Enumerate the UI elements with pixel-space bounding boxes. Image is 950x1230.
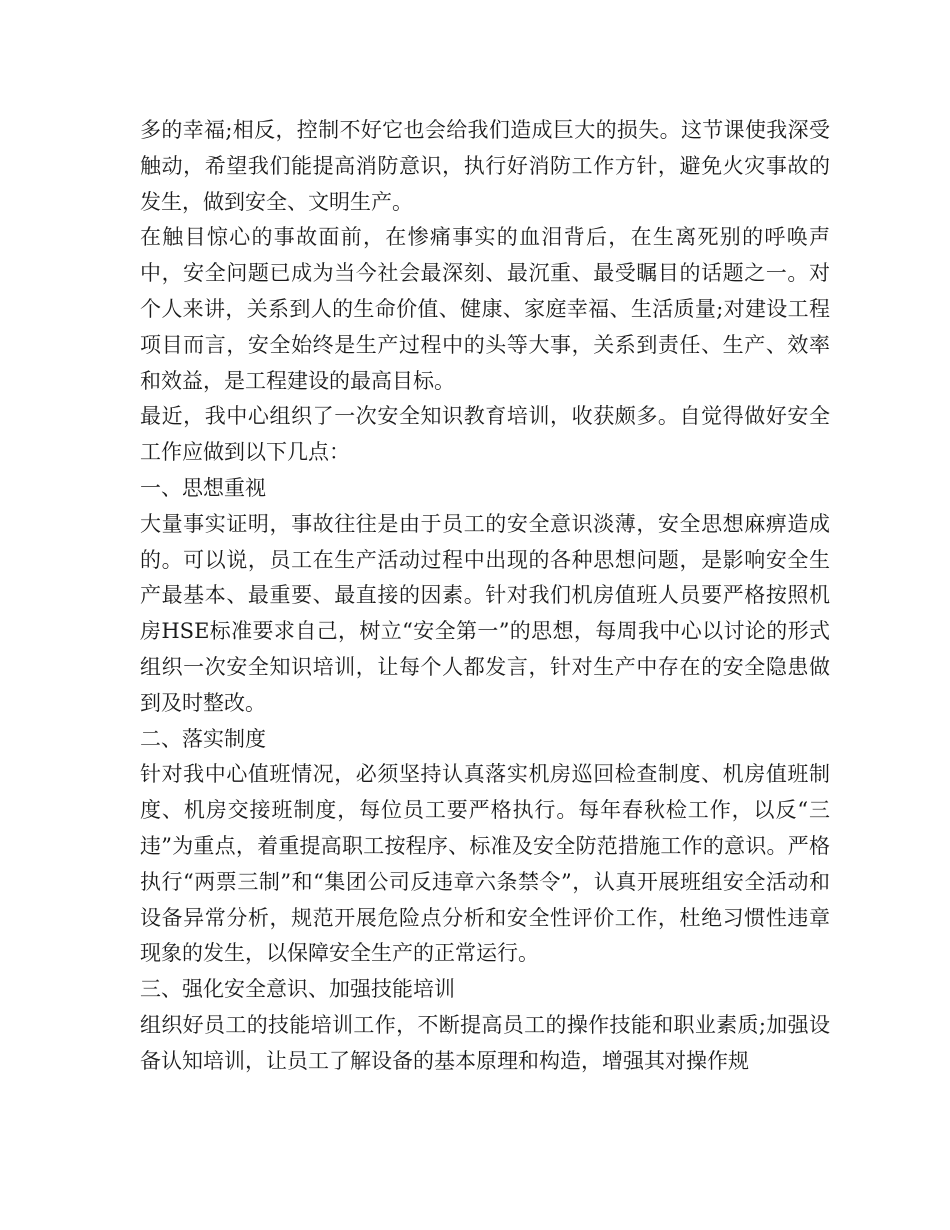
paragraph-ideology: 大量事实证明，事故往往是由于员工的安全意识淡薄，安全思想麻痹造成的。可以说，员工在生产活动过程中出现的各种思想问题，是影响安全生产最基本、最重要、最直接的因素。针对我们机房值班人员要严格按照机房HSE标准要求自己，树立“安全第一”的思想，每周我中心以讨论的形式组织一次安全知识培训，让每个人都发言，针对生产中存在的安全隐患做到及时整改。 bbox=[140, 511, 830, 715]
paragraph-training-intro: 最近，我中心组织了一次安全知识教育培训，收获颇多。自觉得做好安全工作应做到以下几点： bbox=[140, 404, 830, 465]
paragraph-safety-issue: 在触目惊心的事故面前，在惨痛事实的血泪背后，在生离死别的呼唤声中，安全问题已成为当今社会最深刻、最沉重、最受瞩目的话题之一。对个人来讲，关系到人的生命价值、健康、家庭幸福、生活质量;对建设工程项目而言，安全始终是生产过程中的头等大事，关系到责任、生产、效率和效益，是工程建设的最高目标。 bbox=[140, 225, 830, 393]
document-body bbox=[140, 113, 830, 1080]
section-heading-1: 一、思想重视 bbox=[140, 475, 266, 500]
paragraph-system: 针对我中心值班情况，必须坚持认真落实机房巡回检查制度、机房值班制度、机房交接班制度，每位员工要严格执行。每年春秋检工作，以反“三违”为重点，着重提高职工按程序、标准及安全防范措施工作的意识。严格执行“两票三制”和“集团公司反违章六条禁令”，认真开展班组安全活动和设备异常分析，规范开展危险点分析和安全性评价工作，杜绝习惯性违章现象的发生，以保障安全生产的正常运行。 bbox=[140, 762, 830, 966]
section-heading-3: 三、强化安全意识、加强技能培训 bbox=[140, 977, 455, 1002]
paragraph-happiness-loss: 多的幸福;相反，控制不好它也会给我们造成巨大的损失。这节课使我深受触动，希望我们能提高消防意识，执行好消防工作方针，避免火灾事故的发生，做到安全、文明生产。 bbox=[140, 118, 830, 214]
paragraph-skills-training: 组织好员工的技能培训工作，不断提高员工的操作技能和职业素质;加强设备认知培训，让员工了解设备的基本原理和构造，增强其对操作规 bbox=[140, 1012, 830, 1073]
section-heading-2: 二、落实制度 bbox=[140, 726, 266, 751]
